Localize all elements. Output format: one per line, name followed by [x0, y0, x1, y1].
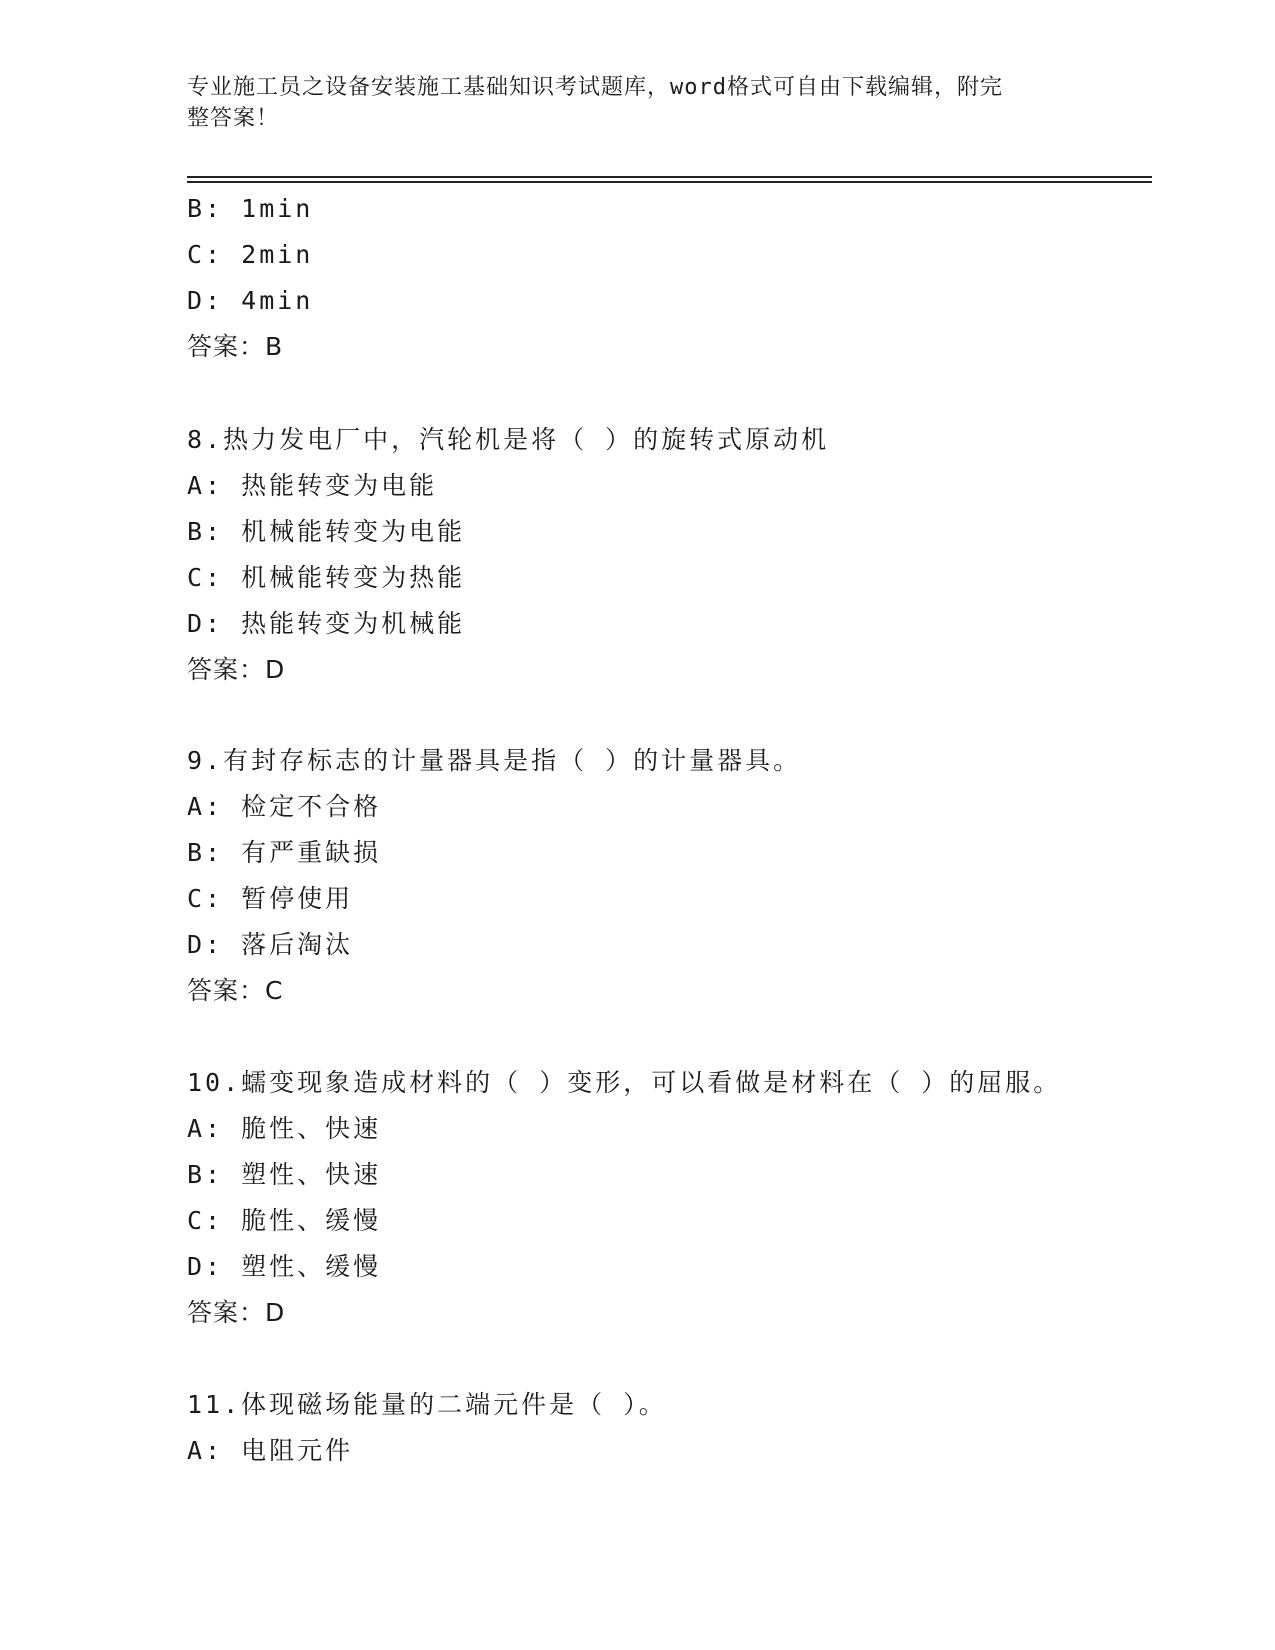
q9-option-a: A: 检定不合格: [187, 792, 382, 821]
q9-option-c: C: 暂停使用: [187, 884, 354, 913]
header-line-1: 专业施工员之设备安装施工基础知识考试题库，word格式可自由下载编辑，附完: [187, 75, 1003, 100]
header-divider-top: [187, 176, 1152, 178]
q7-option-d: D: 4min: [187, 286, 314, 315]
q7-option-c: C: 2min: [187, 240, 314, 269]
q7-answer: 答案：B: [187, 332, 284, 361]
q11-question: 11.体现磁场能量的二端元件是（ ）。: [187, 1390, 667, 1419]
q7-option-b: B: 1min: [187, 194, 314, 223]
q11-option-a: A: 电阻元件: [187, 1436, 354, 1465]
q10-option-c: C: 脆性、缓慢: [187, 1206, 382, 1235]
q8-question: 8.热力发电厂中，汽轮机是将（ ）的旋转式原动机: [187, 425, 830, 454]
q8-option-c: C: 机械能转变为热能: [187, 563, 466, 592]
q8-option-b: B: 机械能转变为电能: [187, 517, 466, 546]
q8-answer: 答案：D: [187, 655, 286, 684]
q9-option-d: D: 落后淘汰: [187, 930, 354, 959]
header-divider-bottom: [187, 181, 1152, 183]
q9-answer: 答案：C: [187, 976, 284, 1005]
q8-option-d: D: 热能转变为机械能: [187, 609, 466, 638]
q10-option-d: D: 塑性、缓慢: [187, 1252, 382, 1281]
header-line-2: 整答案！: [187, 106, 280, 131]
q9-option-b: B: 有严重缺损: [187, 838, 382, 867]
q10-option-b: B: 塑性、快速: [187, 1160, 382, 1189]
document-header: [187, 72, 1067, 134]
q10-answer: 答案：D: [187, 1298, 286, 1327]
q9-question: 9.有封存标志的计量器具是指（ ）的计量器具。: [187, 746, 802, 775]
q10-question: 10.蠕变现象造成材料的（ ）变形，可以看做是材料在（ ）的屈服。: [187, 1068, 1062, 1097]
q8-option-a: A: 热能转变为电能: [187, 471, 438, 500]
q10-option-a: A: 脆性、快速: [187, 1114, 382, 1143]
